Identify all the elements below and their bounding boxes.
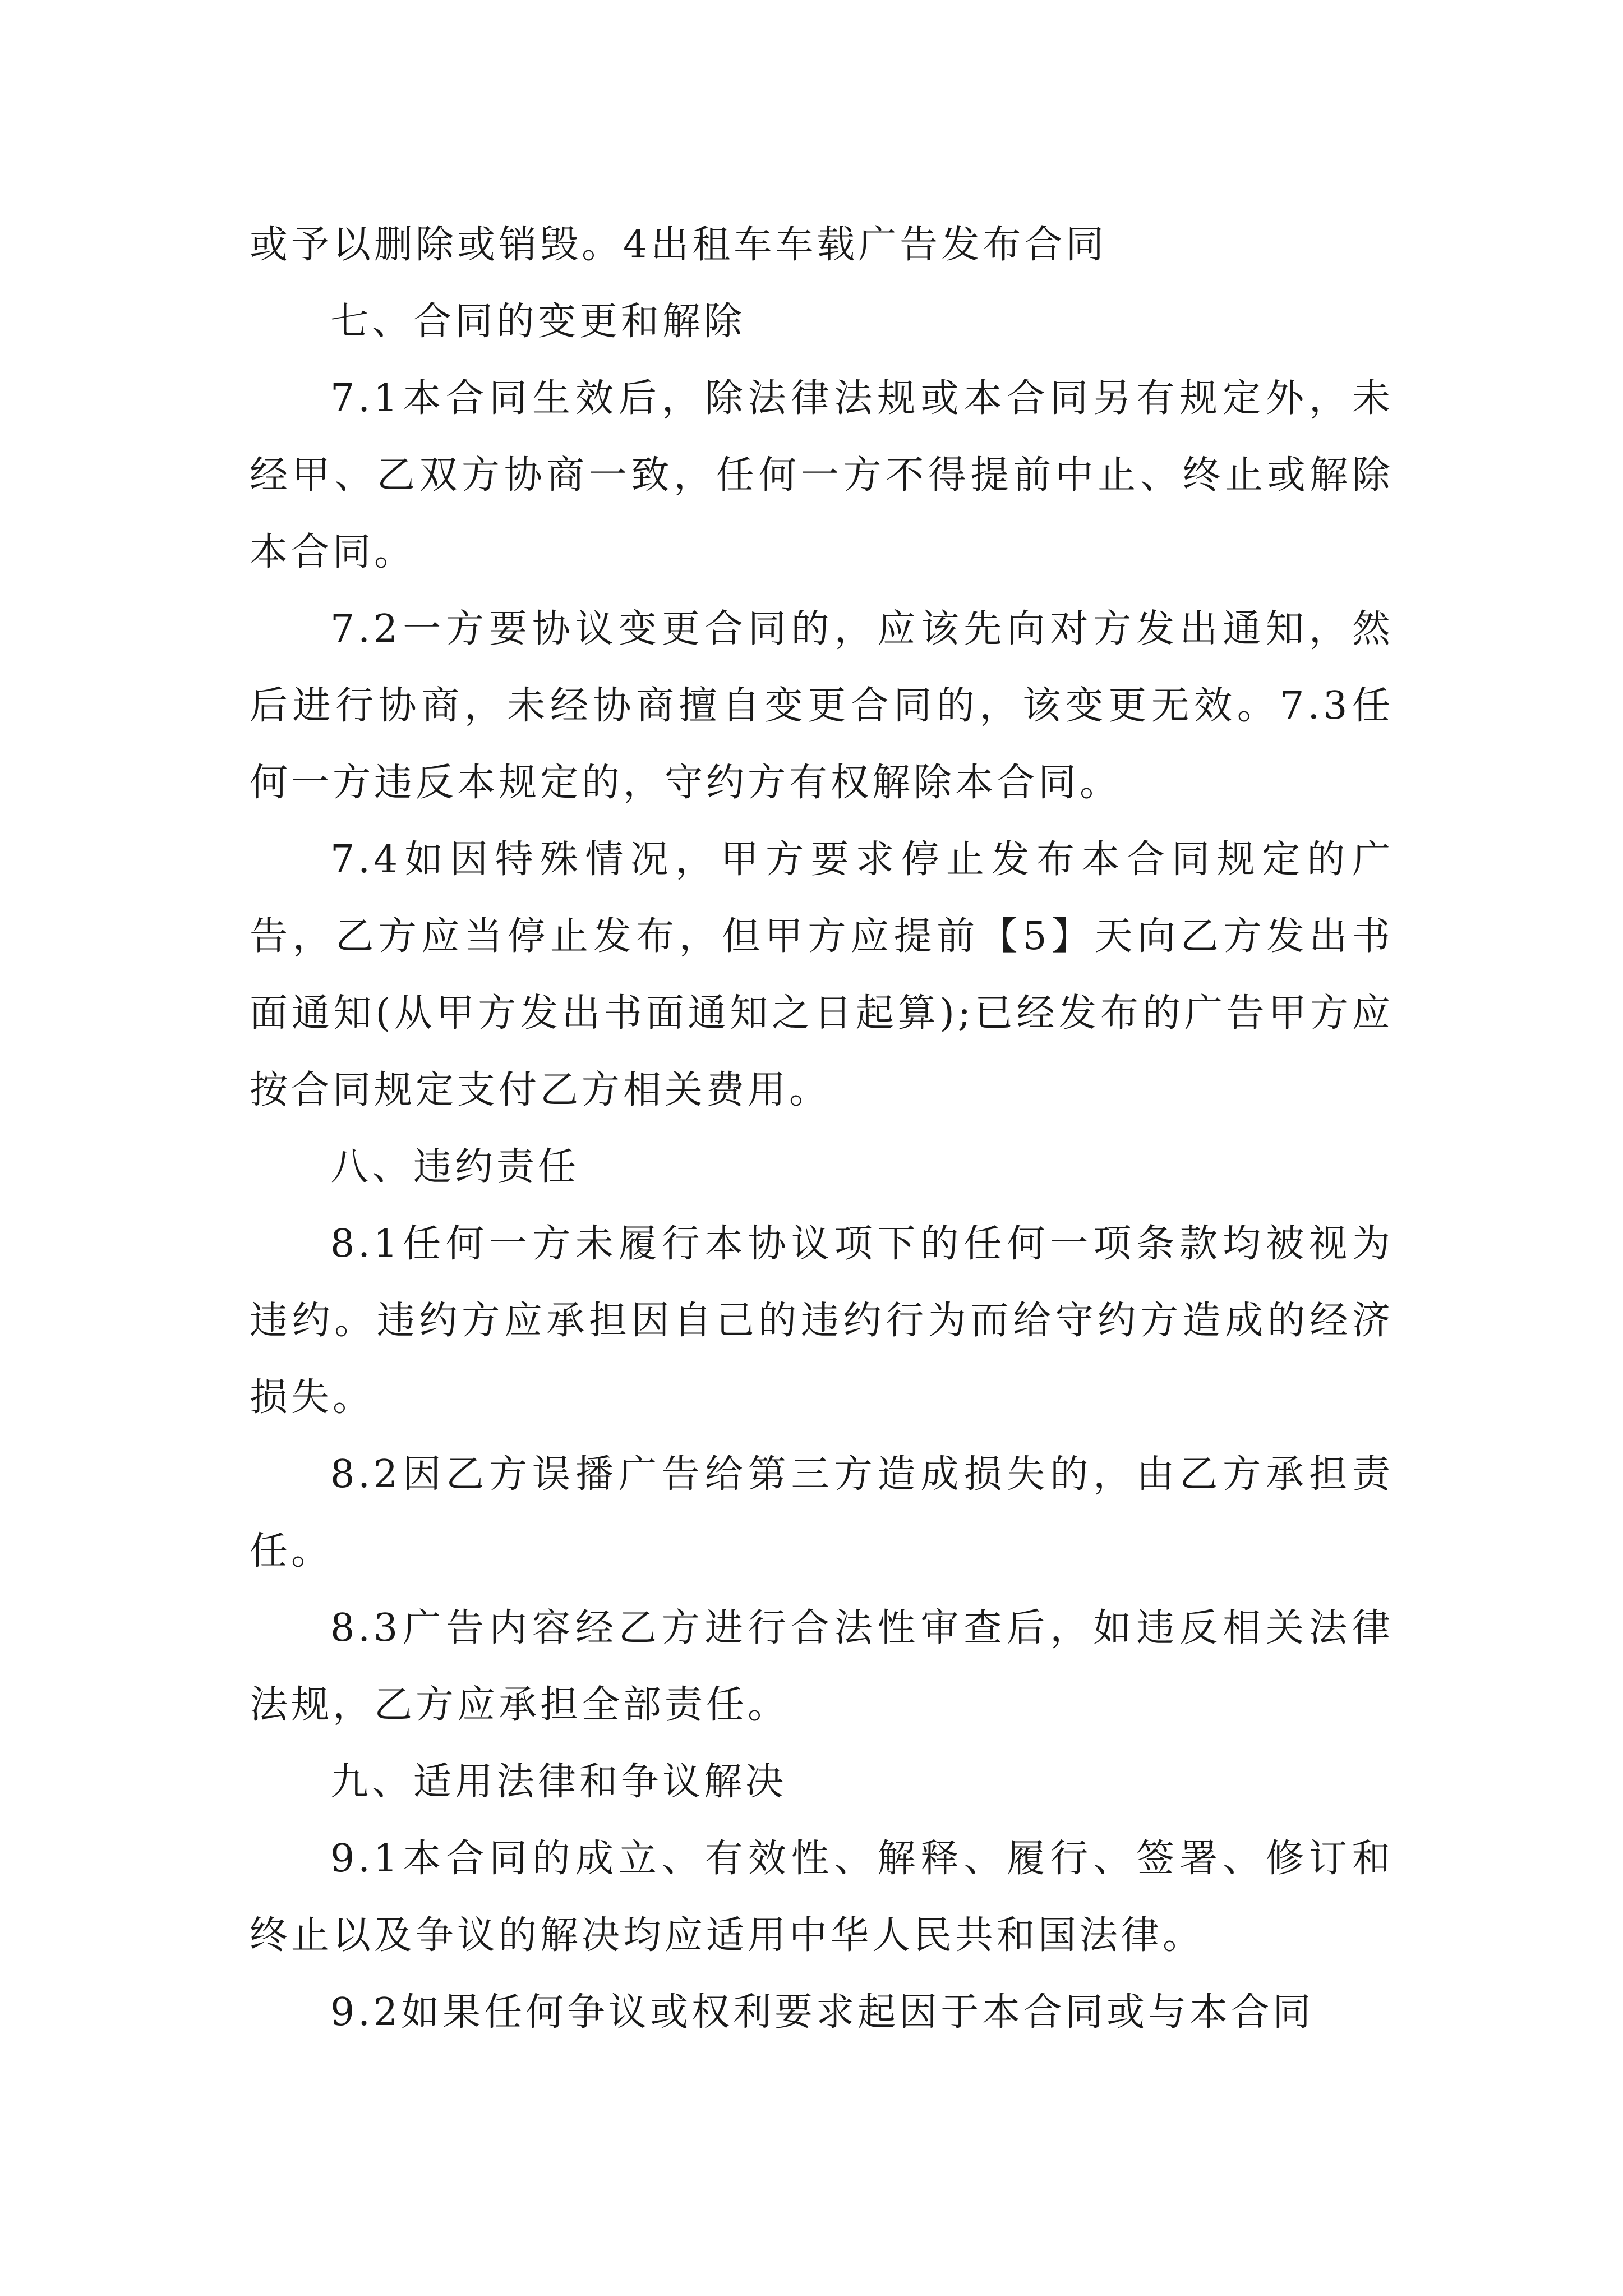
paragraph-8-3: 8.3广告内容经乙方进行合法性审查后，如违反相关法律法规，乙方应承担全部责任。 bbox=[250, 1606, 1394, 1727]
section-heading-9: 九、适用法律和争议解决 bbox=[330, 1760, 787, 1804]
paragraph-7-4: 7.4如因特殊情况，甲方要求停止发布本合同规定的广告，乙方应当停止发布，但甲方应提前【5】天向乙方发出书面通知(从甲方发出书面通知之日起算);已经发布的广告甲方应按合同规定支付乙方相关费用。 bbox=[250, 838, 1394, 1112]
section-heading-8: 八、违约责任 bbox=[330, 1145, 580, 1189]
paragraph-8-1: 8.1任何一方未履行本协议项下的任何一项条款均被视为违约。违约方应承担因自己的违约行为而给守约方造成的经济损失。 bbox=[250, 1222, 1394, 1420]
document-body bbox=[250, 206, 1394, 2051]
paragraph-7-2: 7.2一方要协议变更合同的，应该先向对方发出通知，然后进行协商，未经协商擅自变更合同的，该变更无效。7.3任何一方违反本规定的，守约方有权解除本合同。 bbox=[250, 607, 1394, 805]
paragraph: 或予以删除或销毁。4出租车车载广告发布合同 bbox=[250, 223, 1108, 267]
paragraph-9-1: 9.1本合同的成立、有效性、解释、履行、签署、修订和终止以及争议的解决均应适用中华人民共和国法律。 bbox=[250, 1837, 1394, 1958]
paragraph-7-1: 7.1本合同生效后，除法律法规或本合同另有规定外，未经甲、乙双方协商一致，任何一方不得提前中止、终止或解除本合同。 bbox=[250, 376, 1394, 574]
section-heading-7: 七、合同的变更和解除 bbox=[330, 300, 746, 344]
paragraph-8-2: 8.2因乙方误播广告给第三方造成损失的，由乙方承担责任。 bbox=[250, 1452, 1394, 1573]
paragraph-9-2: 9.2如果任何争议或权利要求起因于本合同或与本合同 bbox=[330, 1990, 1315, 2035]
